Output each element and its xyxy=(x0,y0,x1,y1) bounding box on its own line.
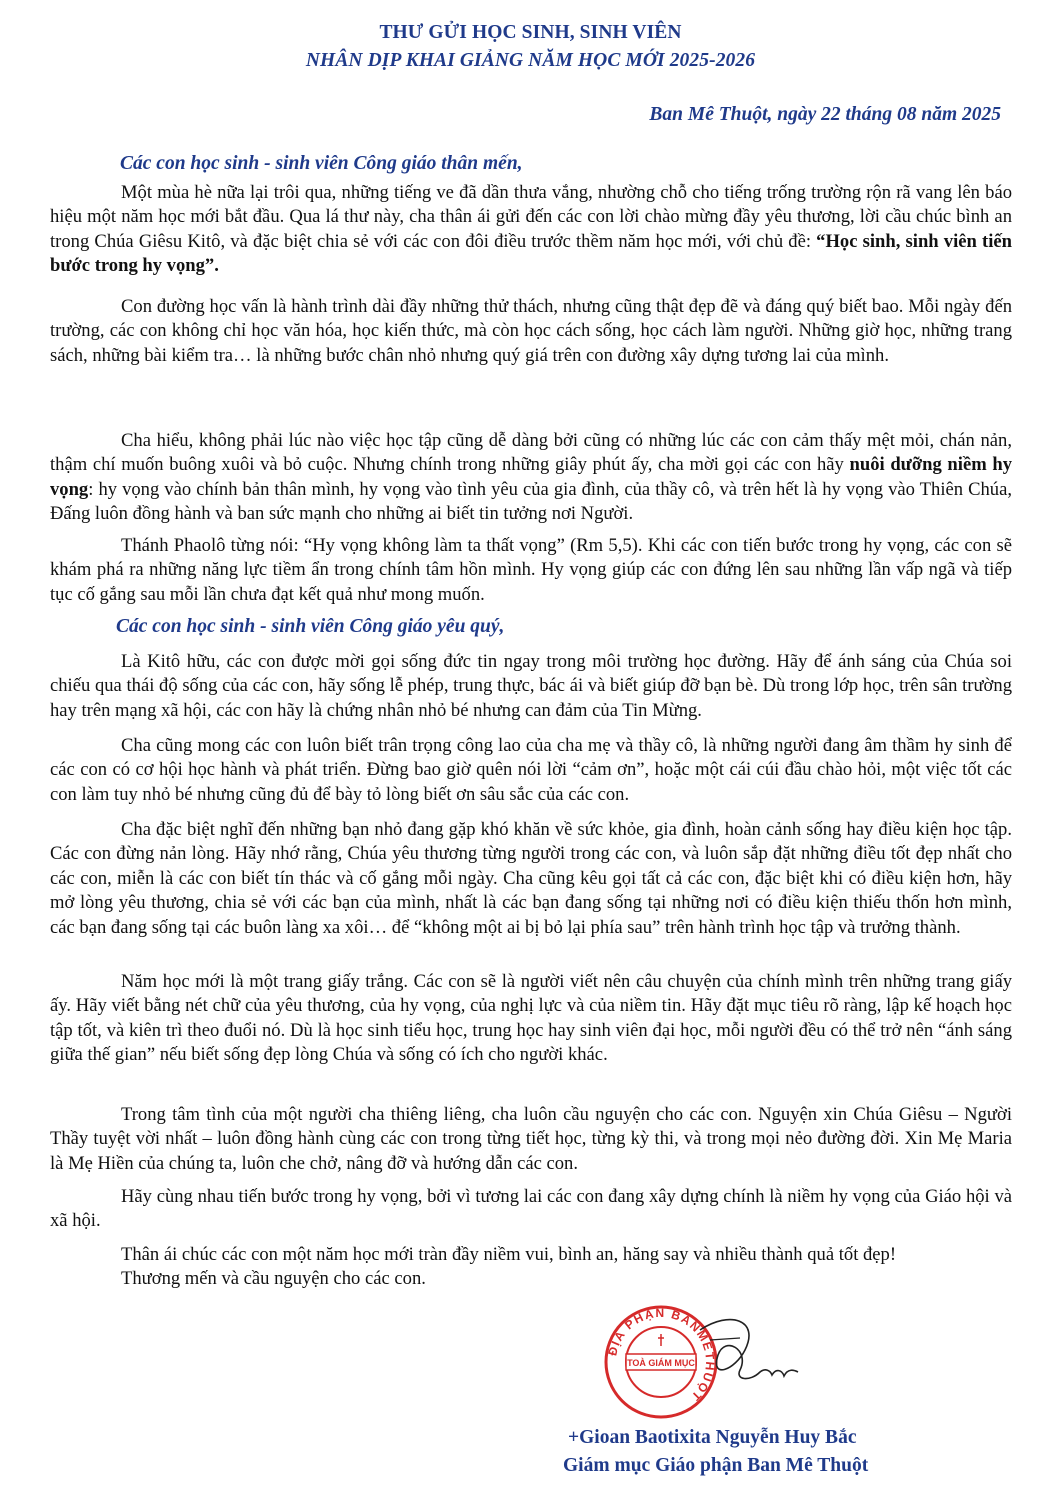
paragraph-9: Trong tâm tình của một người cha thiêng liêng, cha luôn cầu nguyện cho các con. Nguyện xin Chúa Giêsu – Người Thầy tuyệt vời nhất – luôn đồng hành cùng các con trong từng tiết học, từng kỳ thi, và trong mọi nẻo đường đời. Xin Mẹ Maria là Mẹ Hiền của chúng ta, luôn che chở, nâng đỡ và hướng dẫn các con. xyxy=(50,1104,1012,1174)
paragraph-10: Hãy cùng nhau tiến bước trong hy vọng, bởi vì tương lai các con đang xây dựng chính là niềm hy vọng của Giáo hội và xã hội. xyxy=(50,1186,1012,1232)
closing-line-1: Thân ái chúc các con một năm học mới tràn đầy niềm vui, bình an, hăng say và nhiều thành quả tốt đẹp! xyxy=(121,1244,897,1265)
letter-subtitle: NHÂN DỊP KHAI GIẢNG NĂM HỌC MỚI 2025-2026 xyxy=(305,50,756,71)
paragraph-7: Cha đặc biệt nghĩ đến những bạn nhỏ đang gặp khó khăn về sức khỏe, gia đình, hoàn cảnh sống hay điều kiện học tập. Các con đừng nản lòng. Hãy nhớ rằng, Chúa yêu thương từng người trong các con, và luôn sắp đặt những điều tốt đẹp nhất cho các con, miễn là các con biết tín thác và cố gắng mỗi ngày. Cha cũng kêu gọi tất cả các con, đặc biệt khi có điều kiện hơn, hãy mở lòng yêu thương, chia sẻ với các bạn của mình, nhất là các bạn đang sống tại những nơi có điều kiện thiếu thốn hơn mình, các bạn đang sống tại các buôn làng xa xôi… để “không một ai bị bỏ lại phía sau” trên hành trình học tập và trưởng thành. xyxy=(50,819,1012,938)
paragraph-5: Là Kitô hữu, các con được mời gọi sống đức tin ngay trong môi trường học đường. Hãy để ánh sáng của Chúa soi chiếu qua thái độ sống của các con, hãy sống lễ phép, trung thực, bác ái và biết giúp đỡ bạn bè. Dù trong lớp học, trên sân trường hay trên mạng xã hội, các con hãy là chứng nhân nhỏ bé nhưng can đảm của Tin Mừng. xyxy=(50,651,1012,721)
greeting-second: Các con học sinh - sinh viên Công giáo yêu quý, xyxy=(116,616,505,637)
paragraph-3-after: : hy vọng vào chính bản thân mình, hy vọng vào tình yêu của gia đình, của thầy cô, và trên hết là hy vọng vào Thiên Chúa, Đấng luôn đồng hành và ban sức mạnh cho những ai biết tin tưởng nơi Người. xyxy=(50,478,1012,525)
seal-outer-text: ĐỊA PHẬN BANMÊTHUỘT xyxy=(605,1305,718,1405)
closing-line-2: Thương mến và cầu nguyện cho các con. xyxy=(121,1268,426,1290)
signatory-title: Giám mục Giáo phận Ban Mê Thuột xyxy=(563,1455,869,1476)
closing xyxy=(121,1243,1021,1292)
paragraph-8: Năm học mới là một trang giấy trắng. Các con sẽ là người viết nên câu chuyện của chính mình trên những trang giấy ấy. Hãy viết bằng nét chữ của yêu thương, của hy vọng, của nghị lực và của niềm tin. Hãy đặt mục tiêu rõ ràng, lập kế hoạch học tập tốt, và kiên trì theo đuổi nó. Dù là học sinh tiểu học, trung học hay sinh viên đại học, mỗi người đều có thể trở nên “ánh sáng giữa thế gian” nếu biết sống đẹp lòng Chúa và sống có ích cho người khác. xyxy=(50,971,1012,1066)
signatory-name: +Gioan Baotixita Nguyễn Huy Bắc xyxy=(568,1427,857,1448)
paragraph-1-theme: “Học sinh, sinh viên tiến bước trong hy vọng”. xyxy=(50,230,1012,277)
paragraph-1-text: Một mùa hè nữa lại trôi qua, những tiếng ve đã dần thưa vắng, nhường chỗ cho tiếng trống trường rộn rã vang lên báo hiệu một năm học mới bắt đầu. Qua lá thư này, cha thân ái gửi đến các con lời chào mừng đầy yêu thương, lời cầu chúc bình an trong Chúa Giêsu Kitô, và đặc biệt chia sẻ với các con đôi điều trước thềm năm học mới, với chủ đề: xyxy=(50,182,1012,252)
paragraph-2: Con đường học vấn là hành trình dài đầy những thử thách, nhưng cũng thật đẹp đẽ và đáng quý biết bao. Mỗi ngày đến trường, các con không chỉ học văn hóa, học kiến thức, mà còn học cách sống, học cách làm người. Những giờ học, những trang sách, những bài kiểm tra… là những bước chân nhỏ nhưng quý giá trên con đường xây dựng tương lai của mình. xyxy=(50,296,1012,366)
seal-inner-text: TOÀ GIÁM MỤC xyxy=(627,1358,695,1368)
seal-cross-icon xyxy=(658,1334,664,1346)
handwritten-signature xyxy=(690,1310,810,1400)
dateline: Ban Mê Thuột, ngày 22 tháng 08 năm 2025 xyxy=(649,104,1001,125)
paragraph-3 xyxy=(50,429,1012,527)
paragraph-3-before: Cha hiểu, không phải lúc nào việc học tập cũng dễ dàng bởi cũng có những lúc các con cảm thấy mệt mỏi, chán nản, thậm chí muốn buông xuôi và bỏ cuộc. Nhưng chính trong những giây phút ấy, cha mời gọi các con hãy xyxy=(50,430,1012,476)
paragraph-6: Cha cũng mong các con luôn biết trân trọng công lao của cha mẹ và thầy cô, là những người đang âm thầm hy sinh để các con có cơ hội học hành và phát triển. Đừng bao giờ quên nói lời “cảm ơn”, hoặc một cái cúi đầu chào hỏi, một việc tốt các con làm tuy nhỏ bé nhưng cũng đủ để bày tỏ lòng biết ơn sâu sắc của các con. xyxy=(50,735,1012,805)
greeting-first: Các con học sinh - sinh viên Công giáo thân mến, xyxy=(120,153,523,174)
paragraph-1 xyxy=(50,181,1012,279)
paragraph-3-bold: nuôi dưỡng niềm hy vọng xyxy=(50,454,1012,500)
paragraph-4: Thánh Phaolô từng nói: “Hy vọng không làm ta thất vọng” (Rm 5,5). Khi các con tiến bước trong hy vọng, các con sẽ khám phá ra những năng lực tiềm ẩn trong chính tâm hồn mình. Hy vọng giúp các con đứng lên sau những lần vấp ngã và tiếp tục cố gắng sau mỗi lần chưa đạt kết quả như mong muốn. xyxy=(50,535,1012,605)
letter-title: THƯ GỬI HỌC SINH, SINH VIÊN xyxy=(379,22,682,43)
